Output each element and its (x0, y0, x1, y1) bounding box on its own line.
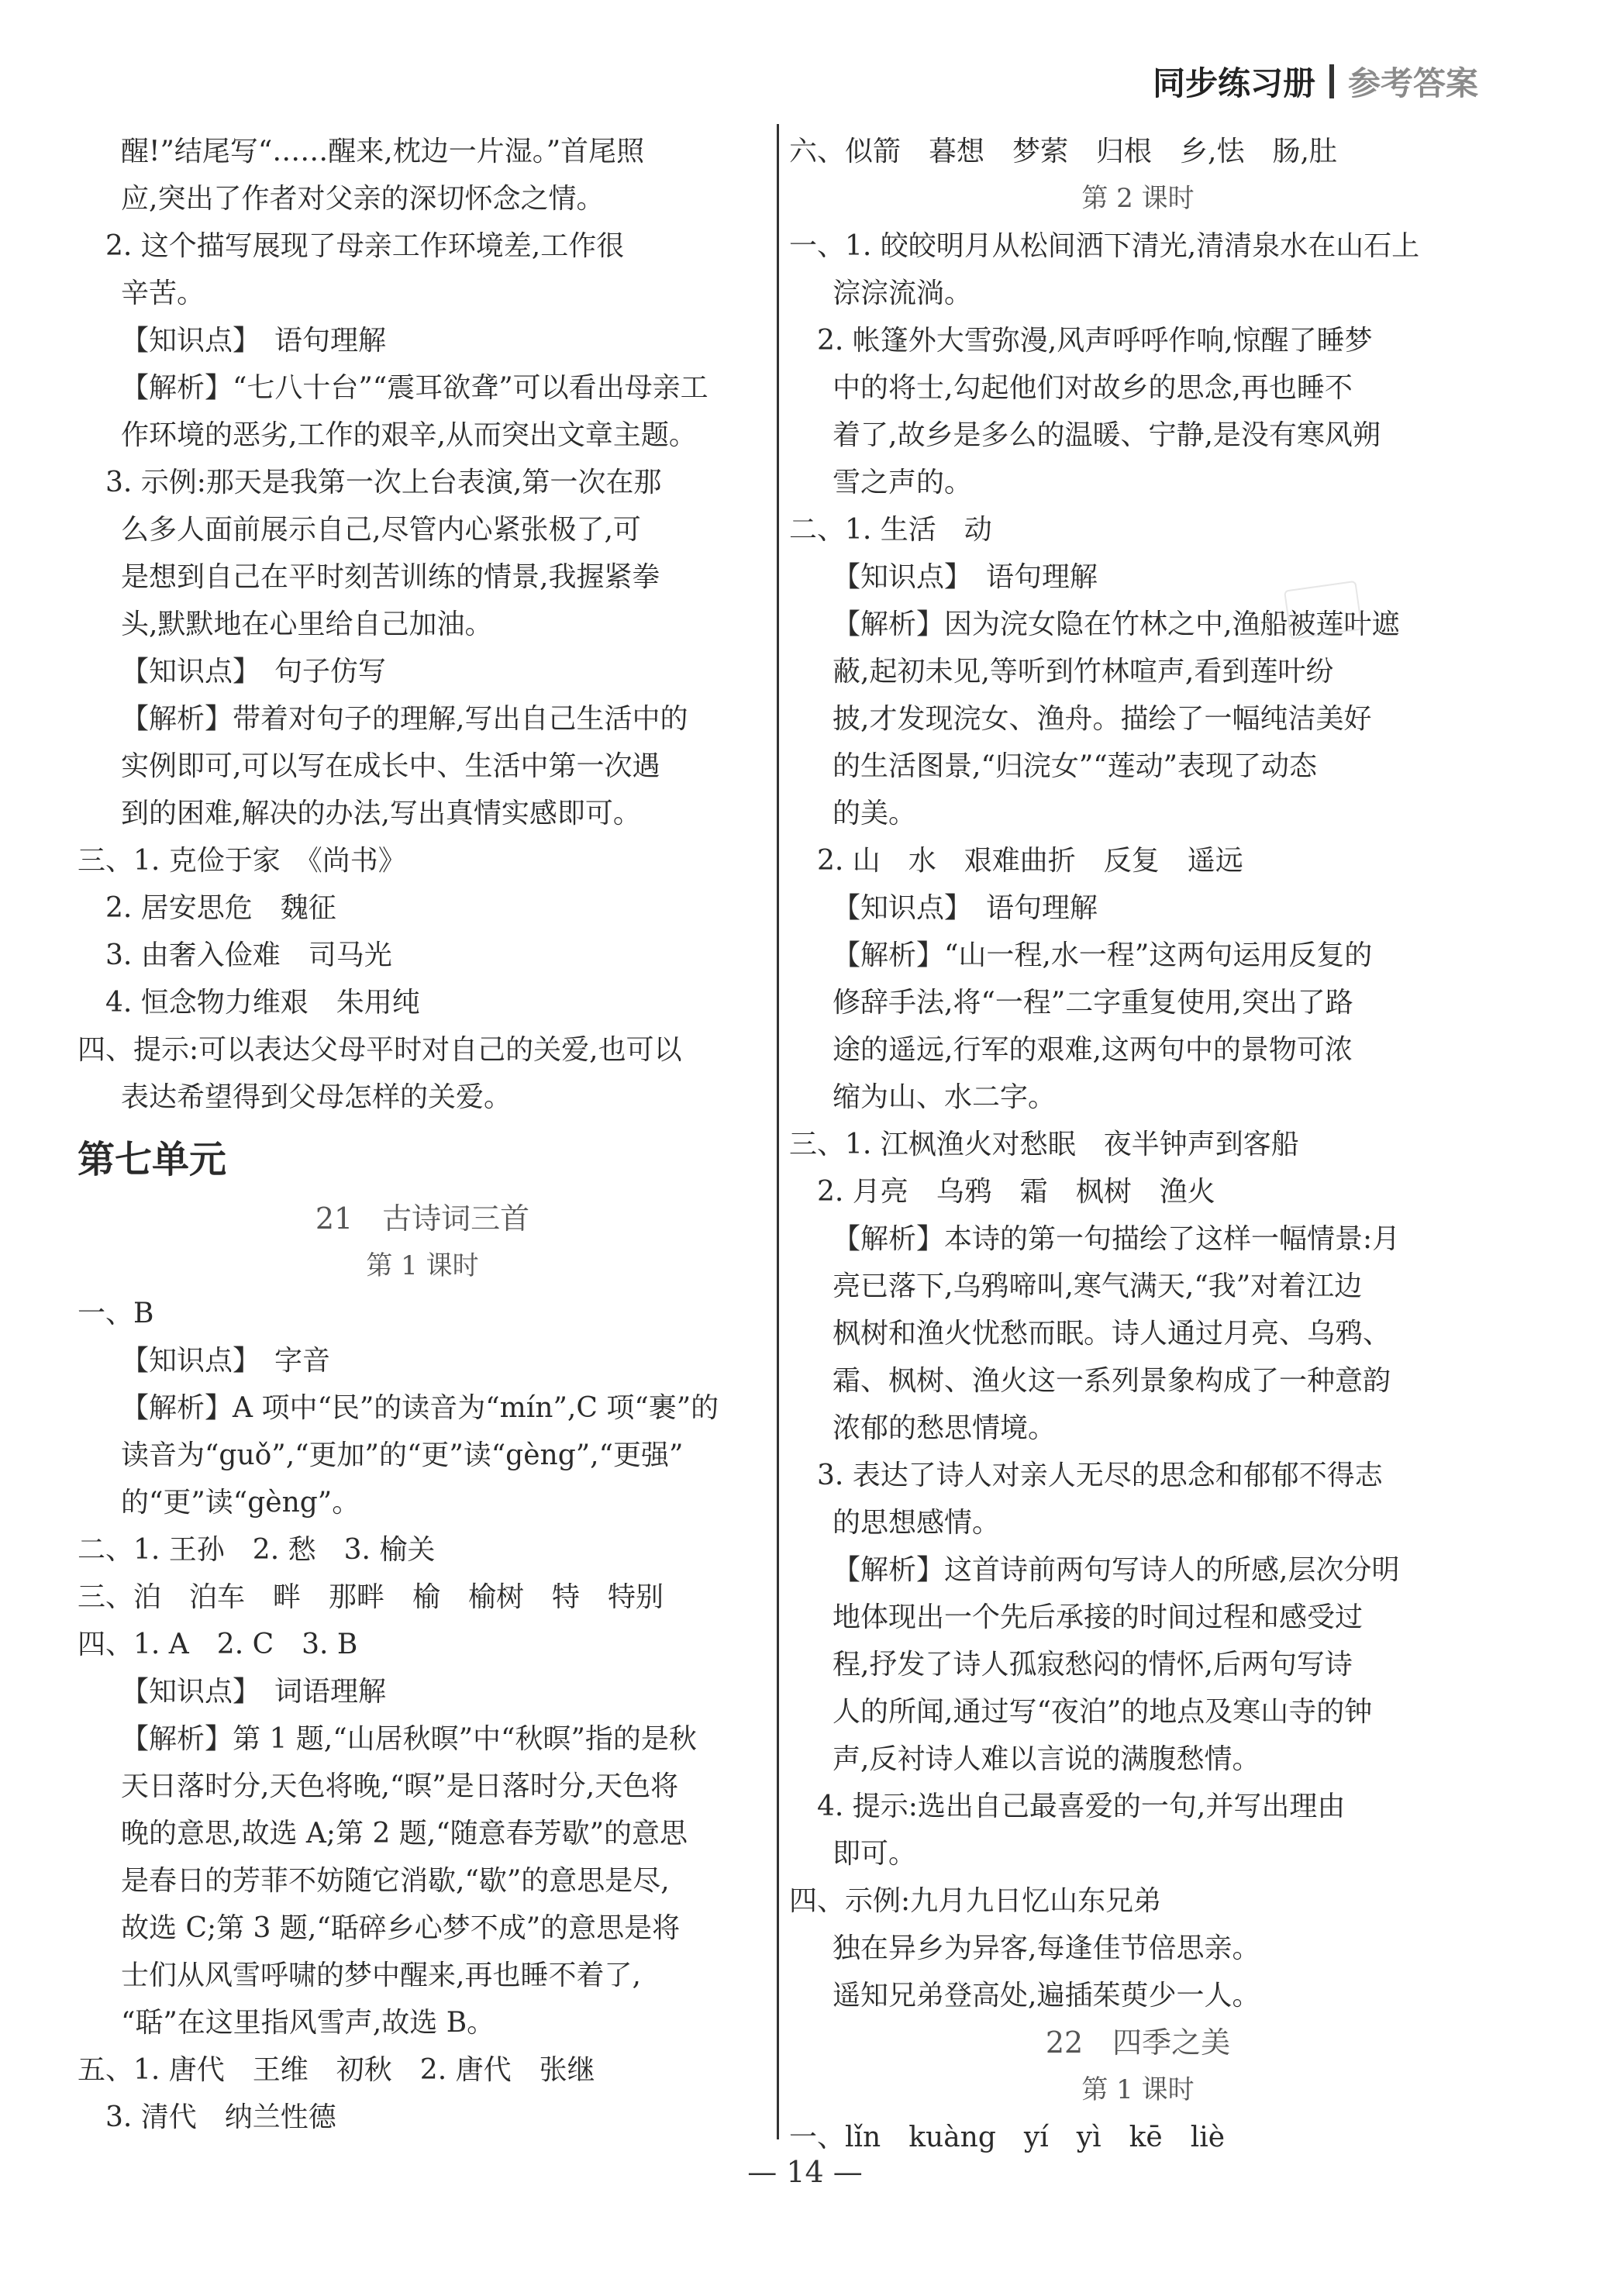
answer-line: 着了,故乡是多么的温暖、宁静,是没有寒风朔 (833, 419, 1381, 451)
unit-heading: 第七单元 (78, 1138, 227, 1181)
answer-line: 淙淙流淌。 (833, 278, 973, 309)
answer-line: 是想到自己在平时刻苦训练的情景,我握紧拳 (121, 561, 660, 593)
answer-line: 天日落时分,天色将晚,“暝”是日落时分,天色将 (121, 1770, 679, 1802)
answer-line: 雪之声的。 (833, 467, 973, 498)
answer-line: 程,抒发了诗人孤寂愁闷的情怀,后两句写诗 (833, 1649, 1353, 1681)
answer-line: 【解析】第 1 题,“山居秋暝”中“秋暝”指的是秋 (121, 1723, 697, 1755)
left-column (78, 128, 767, 2141)
answer-line: 士们从风雪呼啸的梦中醒来,再也睡不着了, (121, 1960, 641, 1991)
answer-line: 3. 由奢入俭难 司马光 (78, 939, 392, 971)
answer-line: 【知识点】 语句理解 (833, 561, 1098, 593)
answer-line: 实例即可,可以写在成长中、生活中第一次遇 (121, 750, 660, 782)
answer-line: 作环境的恶劣,工作的艰辛,从而突出文章主题。 (121, 419, 697, 451)
lesson-title: 21 古诗词三首 (315, 1201, 530, 1236)
answer-line: 【知识点】 语句理解 (833, 892, 1098, 924)
answer-line: 六、似箭 暮想 梦萦 归根 乡,怯 肠,肚 (789, 136, 1337, 167)
answer-line: 3. 示例:那天是我第一次上台表演,第一次在那 (78, 467, 662, 498)
lesson-period: 第 2 课时 (1081, 183, 1195, 214)
answer-line: 2. 帐篷外大雪弥漫,风声呼呼作响,惊醒了睡梦 (789, 325, 1373, 357)
answer-line: 【解析】这首诗前两句写诗人的所感,层次分明 (833, 1554, 1400, 1586)
answer-line: 【解析】“山一程,水一程”这两句运用反复的 (833, 939, 1373, 971)
answer-line: 三、1. 江枫渔火对愁眠 夜半钟声到客船 (789, 1129, 1299, 1160)
answer-line: 2. 居安思危 魏征 (78, 892, 336, 924)
answer-line: 【知识点】 语句理解 (121, 325, 387, 357)
answer-line: 辛苦。 (121, 278, 205, 309)
answer-line: 声,反衬诗人难以言说的满腹愁情。 (833, 1743, 1260, 1775)
answer-line: 亮已落下,乌鸦啼叫,寒气满天,“我”对着江边 (833, 1270, 1363, 1302)
answer-line: 霜、枫树、渔火这一系列景象构成了一种意韵 (833, 1365, 1391, 1397)
answer-line: 么多人面前展示自己,尽管内心紧张极了,可 (121, 514, 641, 546)
answer-line: 【解析】本诗的第一句描绘了这样一幅情景:月 (833, 1223, 1401, 1255)
answer-line: 二、1. 生活 动 (789, 514, 992, 546)
answer-line: 修辞手法,将“一程”二字重复使用,突出了路 (833, 987, 1353, 1019)
page-header (1153, 54, 1478, 109)
page-number: — 14 — (747, 2155, 863, 2189)
lesson-title: 22 四季之美 (1045, 2025, 1231, 2060)
answer-line: 表达希望得到父母怎样的关爱。 (121, 1081, 512, 1113)
answer-line: 头,默默地在心里给自己加油。 (121, 608, 493, 640)
lesson-period: 第 1 课时 (1081, 2074, 1195, 2105)
answer-line: 浓郁的愁思情境。 (833, 1412, 1057, 1444)
answer-line: 2. 山 水 艰难曲折 反复 遥远 (789, 845, 1243, 877)
answer-line: 【解析】带着对句子的理解,写出自己生活中的 (121, 703, 688, 735)
answer-line: 2. 这个描写展现了母亲工作环境差,工作很 (78, 230, 625, 262)
answer-line: 一、lǐn kuàng yí yì kē liè (789, 2122, 1226, 2153)
answer-line: 【解析】“七八十台”“震耳欲聋”可以看出母亲工 (121, 372, 708, 404)
answer-line: 披,才发现浣女、渔舟。描绘了一幅纯洁美好 (833, 703, 1372, 735)
answer-line: 四、示例:九月九日忆山东兄弟 (789, 1885, 1162, 1917)
answer-line: 缩为山、水二字。 (833, 1081, 1057, 1113)
answer-line: 4. 恒念物力维艰 朱用纯 (78, 987, 420, 1019)
answer-line: 二、1. 王孙 2. 愁 3. 榆关 (78, 1534, 436, 1566)
answer-line: 3. 清代 纳兰性德 (78, 2101, 336, 2133)
answer-line: 2. 月亮 乌鸦 霜 枫树 渔火 (789, 1176, 1215, 1208)
answer-line: 【解析】因为浣女隐在竹林之中,渔船被莲叶遮 (833, 608, 1400, 640)
column-divider (777, 124, 779, 2139)
answer-line: 五、1. 唐代 王维 初秋 2. 唐代 张继 (78, 2054, 595, 2086)
watermark-stamp (1284, 581, 1363, 640)
answer-line: 的思想感情。 (833, 1507, 1001, 1539)
answer-line: 途的遥远,行军的艰难,这两句中的景物可浓 (833, 1034, 1353, 1066)
answer-line: 中的将士,勾起他们对故乡的思念,再也睡不 (833, 372, 1353, 404)
answer-line: 读音为“guǒ”,“更加”的“更”读“gèng”,“更强” (121, 1439, 684, 1471)
answer-line: 独在异乡为异客,每逢佳节倍思亲。 (833, 1932, 1260, 1964)
answer-line: 【解析】A 项中“民”的读音为“mín”,C 项“裹”的 (121, 1392, 719, 1424)
answer-line: 四、1. A 2. C 3. B (78, 1629, 358, 1660)
answer-line: “聒”在这里指风雪声,故选 B。 (121, 2007, 495, 2039)
answer-line: 人的所闻,通过写“夜泊”的地点及寒山寺的钟 (833, 1696, 1373, 1728)
answer-line: 的“更”读“gèng”。 (121, 1487, 360, 1519)
answer-line: 醒!”结尾写“……醒来,枕边一片湿。”首尾照 (121, 136, 645, 167)
lesson-period: 第 1 课时 (366, 1250, 479, 1281)
answer-line: 应,突出了作者对父亲的深切怀念之情。 (121, 183, 605, 215)
answer-line: 故选 C;第 3 题,“聒碎乡心梦不成”的意思是将 (121, 1912, 681, 1944)
answer-line: 【知识点】 词语理解 (121, 1676, 387, 1708)
answer-line: 一、B (78, 1298, 154, 1329)
answer-line: 地体现出一个先后承接的时间过程和感受过 (833, 1601, 1364, 1633)
answer-line: 三、1. 克俭于家 《尚书》 (78, 845, 406, 877)
answer-line: 枫树和渔火忧愁而眠。诗人通过月亮、乌鸦、 (833, 1318, 1391, 1350)
answer-line: 【知识点】 句子仿写 (121, 656, 387, 688)
answer-line: 蔽,起初未见,等听到竹林喧声,看到莲叶纷 (833, 656, 1334, 688)
answer-line: 的美。 (833, 798, 917, 829)
answer-line: 一、1. 皎皎明月从松间洒下清光,清清泉水在山石上 (789, 230, 1420, 262)
answer-line: 是春日的芳菲不妨随它消歇,“歇”的意思是尽, (121, 1865, 670, 1897)
answer-line: 的生活图景,“归浣女”“莲动”表现了动态 (833, 750, 1318, 782)
book-title: 同步练习册 (1152, 64, 1315, 102)
answer-line: 晚的意思,故选 A;第 2 题,“随意春芳歇”的意思 (121, 1818, 688, 1850)
answer-line: 4. 提示:选出自己最喜爱的一句,并写出理由 (789, 1791, 1346, 1822)
answer-line: 3. 表达了诗人对亲人无尽的思念和郁郁不得志 (789, 1460, 1383, 1491)
answer-line: 即可。 (833, 1838, 917, 1870)
answer-line: 四、提示:可以表达父母平时对自己的关爱,也可以 (78, 1034, 682, 1066)
answer-line: 【知识点】 字音 (121, 1345, 331, 1377)
header-separator (1329, 64, 1334, 98)
book-subtitle: 参考答案 (1347, 64, 1478, 102)
answer-line: 三、泊 泊车 畔 那畔 榆 榆树 特 特别 (78, 1581, 664, 1613)
answer-line: 到的困难,解决的办法,写出真情实感即可。 (121, 798, 641, 829)
answer-line: 遥知兄弟登高处,遍插茱萸少一人。 (833, 1980, 1260, 2012)
right-column (789, 128, 1487, 2161)
